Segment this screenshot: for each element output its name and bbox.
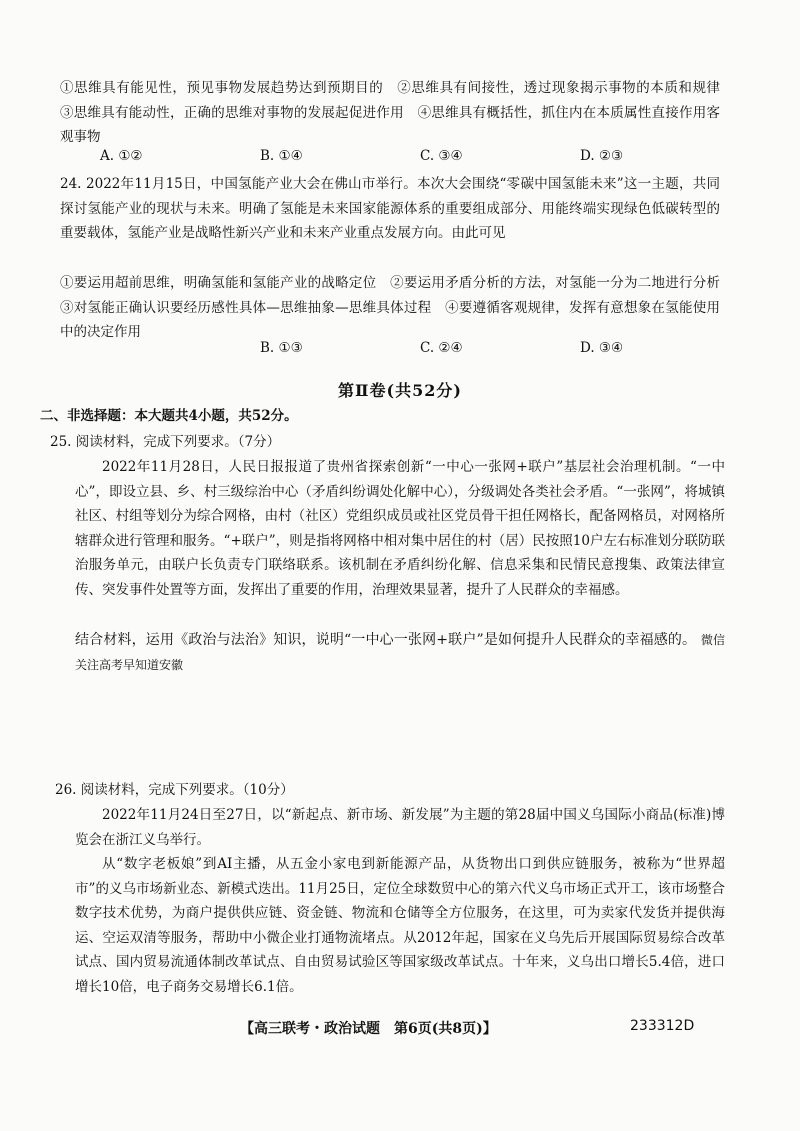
q24-statements: ①要运用超前思维，明确氢能和氢能产业的战略定位 ②要运用矛盾分析的方法，对氢能一分为二地进行分析 ③对氢能正确认识要经历感性具体—思维抽象—思维具体过程 ④要遵循客观规律，发挥有意想象在氢能使用中的决定作用 xyxy=(60,275,734,340)
footer-page-info: 【高三联考・政治试题 第6页(共8页)】 xyxy=(240,1021,497,1037)
q23-statements: ①思维具有能见性，预见事物发展趋势达到预期目的 ②思维具有间接性，透过现象揭示事物的本质和规律 ③思维具有能动性，正确的思维对事物的发展起促进作用 ④思维具有概括性，抓住内在本质属性直接作用客观事物 xyxy=(60,80,734,145)
section-title: 第Ⅱ卷(共52分) xyxy=(338,381,462,400)
q25-material: 2022年11月28日，人民日报报道了贵州省探索创新“一中心一张网+联户”基层社会治理机制。“一中心”，即设立县、乡、村三级综治中心（矛盾纠纷调处化解中心），分级调处各类社会矛盾。“一张网”，将城镇社区、村组等划分为综合网格，由村（社区）党组织成员或社区党员骨干担任网格长，配备网格员，对网格所辖群众进行管理和服务。“+联户”，则是指将网格中相对集中居住的村（居）民按照10户左右标准划分联防联治服务单元，由联户长负责专门联络联系。该机制在矛盾纠纷化解、信息采集和民情民意搜集、政策法律宣传、突发事件处置等方面，发挥出了重要的作用，治理效果显著，提升了人民群众的幸福感。 xyxy=(75,459,725,598)
q26-para2: 从“数字老板娘”到AI主播，从五金小家电到新能源产品，从货物出口到供应链服务，被称为“世界超市”的义乌市场新业态、新模式迭出。11月25日，定位全球数贸中心的第六代义乌市场正式开工，该市场整合数字技术优势，为商户提供供应链、资金链、物流和仓储等全方位服务，在这里，可为卖家代发货并提供海运、空运双清等服务，帮助中小微企业打通物流堵点。从2012年起，国家在义乌先后开展国际贸易综合改革试点、国内贸易流通体制改革试点、自由贸易试验区等国家级改革试点。十年来，义乌出口增长5.4倍，进口增长10倍，电子商务交易增长6.1倍。 xyxy=(75,856,725,995)
q24-option-d[interactable]: D. ③④ xyxy=(580,340,624,356)
q26-title: 26. 阅读材料，完成下列要求。（10分） xyxy=(55,782,294,798)
q24-option-b[interactable]: B. ①③ xyxy=(260,340,303,356)
q25-question xyxy=(75,628,725,677)
watermark-note: 微信关注高考早知道安徽 xyxy=(75,633,726,672)
q24-option-c[interactable]: C. ②④ xyxy=(420,340,463,356)
q23-options xyxy=(100,148,720,170)
q25-question-text: 结合材料，运用《政治与法治》知识，说明“一中心一张网+联户”是如何提升人民群众的幸福感的。 xyxy=(75,632,697,648)
q24-options xyxy=(100,340,720,362)
q25-title: 25. 阅读材料，完成下列要求。（7分） xyxy=(50,434,281,450)
q23-option-a[interactable]: A. ①② xyxy=(100,148,143,164)
section-heading: 二、非选择题：本大题共4小题，共52分。 xyxy=(40,408,298,424)
q23-option-b[interactable]: B. ①④ xyxy=(260,148,303,164)
q26-para1: 2022年11月24日至27日，以“新起点、新市场、新发展”为主题的第28届中国义乌国际小商品(标准)博览会在浙江义乌举行。 xyxy=(75,807,725,848)
q23-option-d[interactable]: D. ②③ xyxy=(580,148,624,164)
footer-code: 233312D xyxy=(630,1018,695,1034)
q24-stem: 24. 2022年11月15日，中国氢能产业大会在佛山市举行。本次大会围绕“零碳中国氢能未来”这一主题，共同探讨氢能产业的现状与未来。明确了氢能是未来国家能源体系的重要组成部分、用能终端实现绿色低碳转型的重要载体，氢能产业是战略性新兴产业和未来产业重点发展方向。由此可见 xyxy=(60,176,720,241)
q23-option-c[interactable]: C. ③④ xyxy=(420,148,463,164)
page-footer xyxy=(0,1018,800,1042)
